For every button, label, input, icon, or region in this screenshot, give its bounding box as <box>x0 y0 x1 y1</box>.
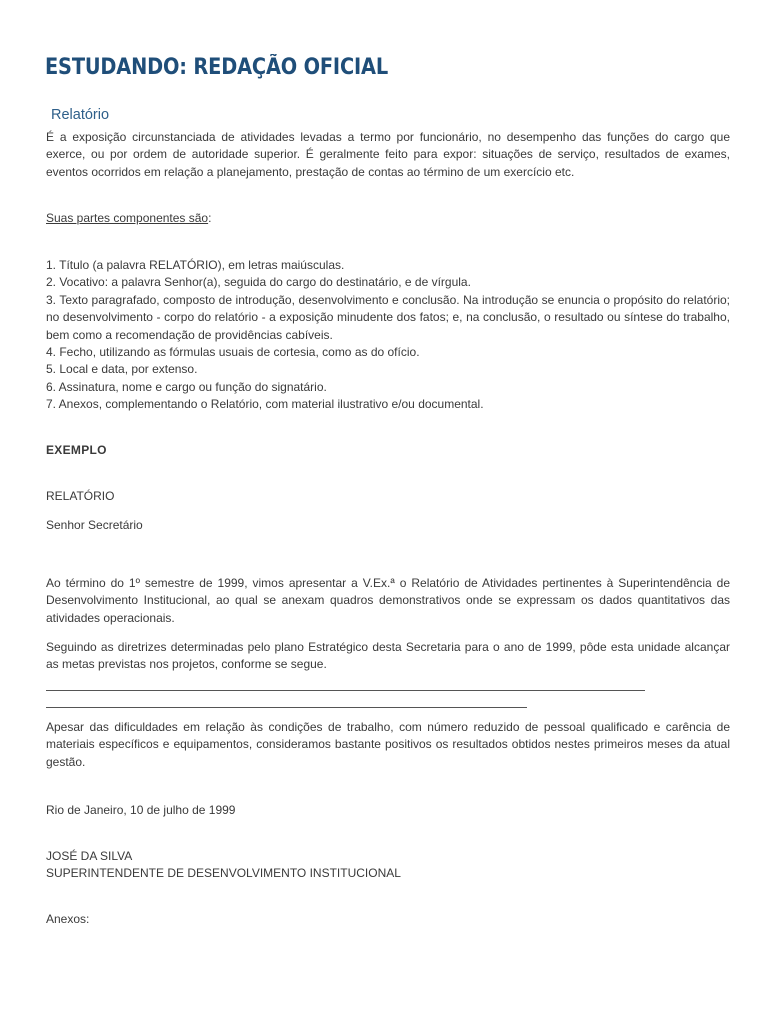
example-heading: EXEMPLO <box>46 443 107 457</box>
example-doc-title: RELATÓRIO <box>46 489 115 503</box>
example-vocative: Senhor Secretário <box>46 518 143 532</box>
parts-list <box>46 257 730 414</box>
list-item: 4. Fecho, utilizando as fórmulas usuais de cortesia, como as do ofício. <box>46 345 420 360</box>
list-item: 1. Título (a palavra RELATÓRIO), em letras maiúsculas. <box>46 258 345 272</box>
list-item: 7. Anexos, complementando o Relatório, com material ilustrativo e/ou documental. <box>46 397 484 412</box>
list-item: 3. Texto paragrafado, composto de introdução, desenvolvimento e conclusão. Na introdução se enuncia o propósito do relatório; no desenvolvimento - corpo do relatório - a exposição minudente dos fatos; e, na conclusão, o resultado ou síntese do trabalho, bem como a recomendação de providências cabíveis. <box>46 292 730 342</box>
placeholder-line <box>46 690 645 691</box>
page-title: ESTUDANDO: REDAÇÃO OFICIAL <box>45 55 388 80</box>
example-paragraph-1: Ao término do 1º semestre de 1999, vimos apresentar a V.Ex.ª o Relatório de Atividades pertinentes à Superintendência de Desenvolvimento Institucional, ao qual se anexam quadros demonstrativos onde se expressam os dados quantitativos das atividades operacionais. <box>46 576 730 625</box>
example-paragraph-2: Seguindo as diretrizes determinadas pelo plano Estratégico desta Secretaria para o ano de 1999, pôde esta unidade alcançar as metas previstas nos projetos, conforme se segue. <box>46 640 730 672</box>
signer-name: JOSÉ DA SILVA <box>46 849 133 863</box>
intro-paragraph: É a exposição circunstanciada de atividades levadas a termo por funcionário, no desempenho das funções do cargo que exerce, ou por ordem de autoridade superior. É geralmente feito para expor: situações de serviço, resultados de exames, eventos ocorridos em relação a planejamento, prestação de contas ao término de um exercício etc. <box>46 130 730 179</box>
placeholder-line <box>46 707 527 708</box>
section-title-relatorio: Relatório <box>51 107 110 123</box>
annexes-label: Anexos: <box>46 912 90 926</box>
list-item: 2. Vocativo: a palavra Senhor(a), seguida do cargo do destinatário, e de vírgula. <box>46 275 471 290</box>
signer-role: SUPERINTENDENTE DE DESENVOLVIMENTO INSTITUCIONAL <box>46 866 401 880</box>
parts-heading-colon: : <box>208 211 212 225</box>
parts-heading-text: Suas partes componentes são <box>46 211 209 225</box>
place-date: Rio de Janeiro, 10 de julho de 1999 <box>46 803 236 817</box>
list-item: 5. Local e data, por extenso. <box>46 362 198 377</box>
list-item: 6. Assinatura, nome e cargo ou função do signatário. <box>46 379 327 394</box>
example-paragraph-3: Apesar das dificuldades em relação às condições de trabalho, com número reduzido de pessoal qualificado e carência de materiais específicos e equipamentos, consideramos bastante positivos os resultados obtidos nestes primeiros meses da atual gestão. <box>46 720 730 769</box>
parts-heading <box>46 210 730 227</box>
